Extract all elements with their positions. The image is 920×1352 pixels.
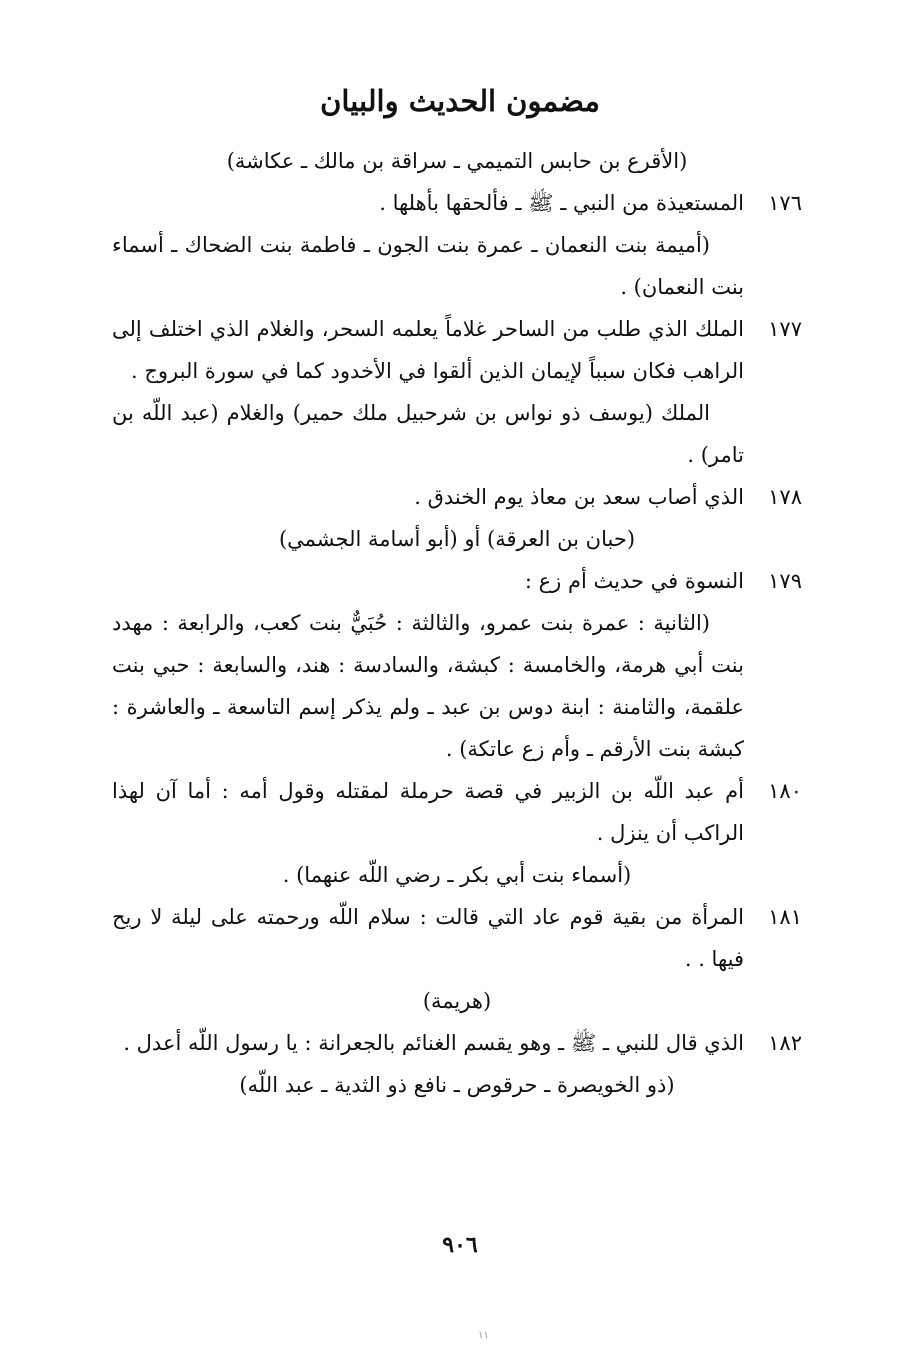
entry-text: الملك الذي طلب من الساحر غلاماً يعلمه السحر، والغلام الذي اختلف إلى الراهب فكان سبباً لإيمان الذين ألقوا في الأخدود كما في سورة البروج .	[112, 317, 744, 383]
entry-text: الذي أصاب سعد بن معاذ يوم الخندق .	[414, 485, 744, 509]
entry-number: ١٨٢	[768, 1031, 802, 1055]
entry-182	[112, 1022, 802, 1064]
entry-number: ١٧٦	[768, 191, 802, 215]
entry-number: ١٨١	[768, 905, 802, 929]
names-note: (الأقرع بن حابس التميمي ـ سراقة بن مالك ـ عكاشة)	[226, 149, 688, 173]
names-note: الملك (يوسف ذو نواس بن شرحبيل ملك حمير) والغلام (عبد اللّه بن تامر) .	[112, 401, 744, 467]
entry-177	[112, 308, 802, 392]
entry-text: الذي قال للنبي ـ ﷺ ـ وهو يقسم الغنائم بالجعرانة : يا رسول اللّه أعدل .	[123, 1031, 744, 1055]
names-note: (ذو الخويصرة ـ حرقوص ـ نافع ذو الثدية ـ عبد اللّه)	[239, 1073, 675, 1097]
names-note: (الثانية : عمرة بنت عمرو، والثالثة : حُبَيٌّ بنت كعب، والرابعة : مهدد بنت أبي هرمة، والخامسة : كبشة، والسادسة : هند، والسابعة : حبي بنت علقمة، والثامنة : ابنة دوس بن عبد ـ ولم يذكر إسم التاسعة ـ والعاشرة : كبشة بنت الأرقم ـ وأم زع عاتكة) .	[112, 611, 744, 761]
names-note: (حبان بن العرقة) أو (أبو أسامة الجشمي)	[278, 527, 636, 551]
entry-text: أم عبد اللّه بن الزبير في قصة حرملة لمقتله وقول أمه : أما آن لهذا الراكب أن ينزل .	[112, 779, 744, 845]
entry-number: ١٧٩	[768, 569, 802, 593]
entry-181	[112, 896, 802, 980]
page-number: ٩٠٦	[442, 1232, 478, 1258]
entry-179	[112, 560, 802, 602]
entry-178	[112, 476, 802, 518]
entry-number: ١٧٧	[768, 317, 802, 341]
entry-176	[112, 182, 802, 224]
page-content	[112, 140, 802, 1106]
entry-text: المرأة من بقية قوم عاد التي قالت : سلام اللّه ورحمته على ليلة لا ريح فيها . .	[112, 905, 744, 971]
entry-number: ١٧٨	[768, 485, 802, 509]
running-title: مضمون الحديث والبيان	[320, 84, 600, 118]
bottom-mark: ١١	[478, 1330, 489, 1341]
entry-text: النسوة في حديث أم زع :	[524, 569, 744, 593]
entry-number: ١٨٠	[768, 779, 802, 803]
names-note: (أميمة بنت النعمان ـ عمرة بنت الجون ـ فاطمة بنت الضحاك ـ أسماء بنت النعمان) .	[112, 233, 744, 299]
names-note: (أسماء بنت أبي بكر ـ رضي اللّه عنهما) .	[282, 863, 632, 887]
entry-180	[112, 770, 802, 854]
names-note: (هريمة)	[422, 989, 492, 1013]
entry-text: المستعيذة من النبي ـ ﷺ ـ فألحقها بأهلها .	[379, 191, 744, 215]
